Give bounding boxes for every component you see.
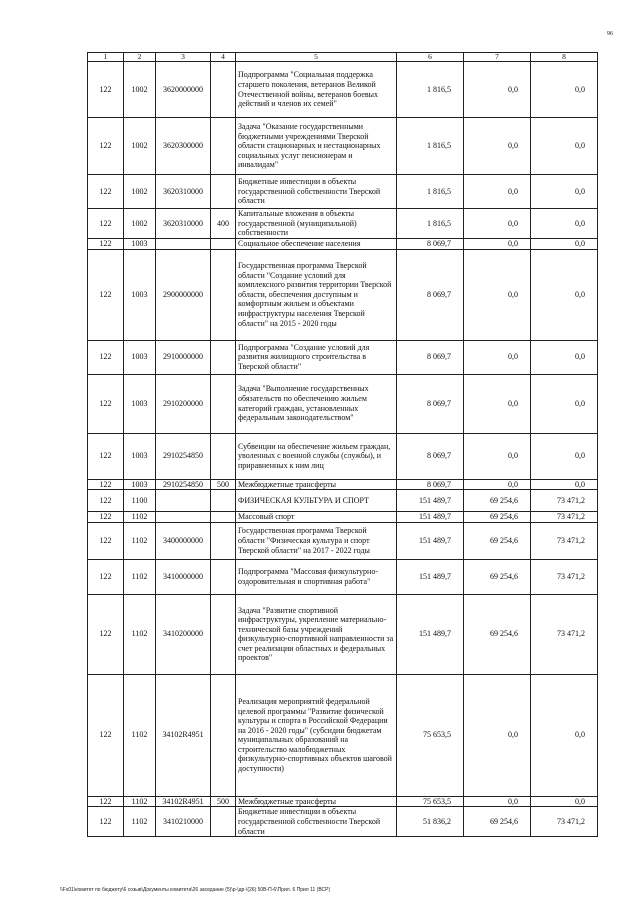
cell-amount-col7: 0,0 [464, 433, 531, 479]
cell-amount-col7: 0,0 [464, 796, 531, 807]
cell-amount-col7: 69 254,6 [464, 522, 531, 559]
cell-description: Капитальные вложения в объекты государственной (муниципальной) собственности [236, 209, 397, 239]
table-row [88, 62, 598, 118]
cell-target-article: 2910254850 [156, 479, 211, 490]
cell-target-article: 2910200000 [156, 374, 211, 433]
cell-amount-col8: 73 471,2 [531, 559, 598, 594]
table-row [88, 796, 598, 807]
cell-target-article: 3400000000 [156, 522, 211, 559]
cell-section-code: 1002 [124, 118, 156, 175]
cell-admin-code: 122 [88, 239, 124, 250]
cell-amount-col8: 0,0 [531, 62, 598, 118]
cell-expense-type: 400 [211, 209, 236, 239]
cell-target-article: 2910254850 [156, 433, 211, 479]
cell-target-article: 3620000000 [156, 62, 211, 118]
cell-description: Задача "Оказание государственными бюджетными учреждениями Тверской области стационарных и нестационарных социальных услуг пенсионерам и инвалидам" [236, 118, 397, 175]
cell-amount-col7: 0,0 [464, 674, 531, 796]
cell-amount-col8: 0,0 [531, 239, 598, 250]
cell-section-code: 1102 [124, 674, 156, 796]
cell-expense-type [211, 374, 236, 433]
cell-expense-type [211, 239, 236, 250]
cell-amount-col7: 69 254,6 [464, 559, 531, 594]
cell-amount-col8: 73 471,2 [531, 522, 598, 559]
cell-expense-type [211, 249, 236, 340]
cell-amount-col8: 0,0 [531, 118, 598, 175]
cell-amount-col8: 73 471,2 [531, 594, 598, 674]
cell-admin-code: 122 [88, 796, 124, 807]
cell-amount-col8: 73 471,2 [531, 490, 598, 512]
cell-expense-type: 500 [211, 796, 236, 807]
cell-amount-col6: 151 489,7 [397, 559, 464, 594]
column-header: 2 [124, 53, 156, 62]
cell-section-code: 1102 [124, 559, 156, 594]
cell-amount-col8: 0,0 [531, 340, 598, 374]
cell-description: Реализация мероприятий федеральной целевой программы "Развитие физической культуры и спорта в Российской Федерации на 2016 - 2020 годы" (субсидии бюджетам муниципальных образований на строительство малобюджетных физкультурно-спортивных объектов шаговой доступности) [236, 674, 397, 796]
table-row [88, 559, 598, 594]
cell-amount-col6: 151 489,7 [397, 490, 464, 512]
column-header: 1 [88, 53, 124, 62]
cell-admin-code: 122 [88, 674, 124, 796]
cell-section-code: 1002 [124, 62, 156, 118]
cell-target-article: 34102R4951 [156, 674, 211, 796]
cell-admin-code: 122 [88, 249, 124, 340]
cell-amount-col7: 0,0 [464, 249, 531, 340]
cell-target-article: 3410000000 [156, 559, 211, 594]
cell-expense-type [211, 118, 236, 175]
cell-admin-code: 122 [88, 490, 124, 512]
cell-target-article: 2910000000 [156, 340, 211, 374]
cell-description: Подпрограмма "Создание условий для развития жилищного строительства в Тверской области" [236, 340, 397, 374]
cell-description: Межбюджетные трансферты [236, 479, 397, 490]
cell-target-article [156, 490, 211, 512]
cell-description: Субвенции на обеспечение жильем граждан, уволенных с военной службы (службы), и приравненных к ним лиц [236, 433, 397, 479]
cell-expense-type [211, 512, 236, 523]
cell-section-code: 1002 [124, 209, 156, 239]
cell-admin-code: 122 [88, 512, 124, 523]
cell-amount-col6: 8 069,7 [397, 239, 464, 250]
cell-amount-col8: 0,0 [531, 175, 598, 209]
cell-admin-code: 122 [88, 433, 124, 479]
cell-amount-col8: 73 471,2 [531, 512, 598, 523]
cell-section-code: 1102 [124, 594, 156, 674]
cell-expense-type [211, 340, 236, 374]
cell-section-code: 1102 [124, 807, 156, 837]
budget-table [87, 52, 598, 837]
table-row [88, 118, 598, 175]
cell-amount-col7: 0,0 [464, 175, 531, 209]
cell-admin-code: 122 [88, 479, 124, 490]
cell-amount-col6: 8 069,7 [397, 340, 464, 374]
cell-amount-col6: 8 069,7 [397, 249, 464, 340]
cell-expense-type [211, 674, 236, 796]
cell-section-code: 1003 [124, 433, 156, 479]
cell-expense-type [211, 490, 236, 512]
cell-target-article: 3410200000 [156, 594, 211, 674]
column-header: 6 [397, 53, 464, 62]
column-header: 4 [211, 53, 236, 62]
cell-amount-col8: 0,0 [531, 433, 598, 479]
cell-amount-col7: 0,0 [464, 239, 531, 250]
cell-amount-col6: 8 069,7 [397, 374, 464, 433]
cell-amount-col6: 151 489,7 [397, 594, 464, 674]
cell-description: Государственная программа Тверской области "Создание условий для комплексного развития территории Тверской области, обеспечения доступным и комфортным жильем и объектами инфраструктуры населения Тверской области" на 2015 - 2020 годы [236, 249, 397, 340]
cell-amount-col6: 51 836,2 [397, 807, 464, 837]
cell-description: Массовый спорт [236, 512, 397, 523]
table-row [88, 807, 598, 837]
cell-admin-code: 122 [88, 340, 124, 374]
cell-amount-col6: 151 489,7 [397, 522, 464, 559]
cell-amount-col6: 1 816,5 [397, 209, 464, 239]
cell-admin-code: 122 [88, 807, 124, 837]
cell-description: Бюджетные инвестиции в объекты государственной собственности Тверской области [236, 175, 397, 209]
cell-admin-code: 122 [88, 118, 124, 175]
cell-admin-code: 122 [88, 62, 124, 118]
cell-description: ФИЗИЧЕСКАЯ КУЛЬТУРА И СПОРТ [236, 490, 397, 512]
cell-description: Подпрограмма "Массовая физкультурно-оздоровительная и спортивная работа" [236, 559, 397, 594]
cell-amount-col6: 151 489,7 [397, 512, 464, 523]
cell-admin-code: 122 [88, 559, 124, 594]
cell-admin-code: 122 [88, 175, 124, 209]
cell-amount-col8: 0,0 [531, 374, 598, 433]
table-row [88, 239, 598, 250]
cell-expense-type [211, 522, 236, 559]
cell-amount-col6: 75 653,5 [397, 796, 464, 807]
cell-admin-code: 122 [88, 522, 124, 559]
table-row [88, 175, 598, 209]
cell-section-code: 1003 [124, 374, 156, 433]
cell-amount-col6: 8 069,7 [397, 433, 464, 479]
cell-section-code: 1002 [124, 175, 156, 209]
column-header: 8 [531, 53, 598, 62]
cell-admin-code: 122 [88, 209, 124, 239]
table-row [88, 340, 598, 374]
table-row [88, 374, 598, 433]
cell-target-article: 3410210000 [156, 807, 211, 837]
cell-section-code: 1003 [124, 340, 156, 374]
cell-amount-col7: 0,0 [464, 62, 531, 118]
table-row [88, 522, 598, 559]
cell-amount-col6: 1 816,5 [397, 62, 464, 118]
cell-target-article [156, 512, 211, 523]
cell-description: Бюджетные инвестиции в объекты государственной собственности Тверской области [236, 807, 397, 837]
cell-expense-type: 500 [211, 479, 236, 490]
cell-amount-col6: 8 069,7 [397, 479, 464, 490]
cell-amount-col8: 73 471,2 [531, 807, 598, 837]
cell-amount-col6: 75 653,5 [397, 674, 464, 796]
cell-amount-col6: 1 816,5 [397, 175, 464, 209]
column-header: 7 [464, 53, 531, 62]
cell-amount-col8: 0,0 [531, 479, 598, 490]
cell-admin-code: 122 [88, 594, 124, 674]
cell-amount-col6: 1 816,5 [397, 118, 464, 175]
cell-amount-col7: 69 254,6 [464, 594, 531, 674]
column-header: 3 [156, 53, 211, 62]
cell-expense-type [211, 594, 236, 674]
cell-admin-code: 122 [88, 374, 124, 433]
cell-target-article: 3620300000 [156, 118, 211, 175]
cell-expense-type [211, 807, 236, 837]
cell-section-code: 1003 [124, 249, 156, 340]
cell-expense-type [211, 559, 236, 594]
cell-amount-col7: 0,0 [464, 479, 531, 490]
cell-amount-col8: 0,0 [531, 796, 598, 807]
cell-section-code: 1102 [124, 796, 156, 807]
cell-section-code: 1003 [124, 239, 156, 250]
cell-amount-col7: 0,0 [464, 374, 531, 433]
cell-expense-type [211, 175, 236, 209]
cell-target-article [156, 239, 211, 250]
cell-section-code: 1102 [124, 522, 156, 559]
cell-description: Задача "Развитие спортивной инфраструктуры, укрепление материально-технической базы учреждений физкультурно-спортивной направленности за счет реализации областных и федеральных проектов" [236, 594, 397, 674]
cell-amount-col7: 0,0 [464, 340, 531, 374]
cell-section-code: 1102 [124, 512, 156, 523]
cell-amount-col7: 0,0 [464, 118, 531, 175]
table-row [88, 209, 598, 239]
cell-amount-col7: 69 254,6 [464, 490, 531, 512]
cell-description: Подпрограмма "Социальная поддержка старшего поколения, ветеранов Великой Отечественной войны, ветеранов боевых действий и членов их семей" [236, 62, 397, 118]
cell-expense-type [211, 433, 236, 479]
cell-amount-col8: 0,0 [531, 249, 598, 340]
cell-description: Межбюджетные трансферты [236, 796, 397, 807]
table-row [88, 512, 598, 523]
cell-amount-col7: 69 254,6 [464, 807, 531, 837]
cell-target-article: 34102R4951 [156, 796, 211, 807]
table-row [88, 249, 598, 340]
cell-amount-col7: 69 254,6 [464, 512, 531, 523]
cell-target-article: 2900000000 [156, 249, 211, 340]
cell-expense-type [211, 62, 236, 118]
file-path-footer: \\Fs01\комитет по бюджету\6 созыв\Документы комитета\26 заседание (5)\р-\др-\(26) 50В-П-6\Прил. 6 Прил 11 (ВСР) [60, 887, 331, 893]
column-header: 5 [236, 53, 397, 62]
cell-amount-col7: 0,0 [464, 209, 531, 239]
cell-amount-col8: 0,0 [531, 674, 598, 796]
page-number: 96 [607, 31, 613, 37]
cell-description: Социальное обеспечение населения [236, 239, 397, 250]
cell-target-article: 3620310000 [156, 175, 211, 209]
cell-amount-col8: 0,0 [531, 209, 598, 239]
table-row [88, 594, 598, 674]
cell-section-code: 1100 [124, 490, 156, 512]
table-header-row [88, 53, 598, 62]
cell-description: Государственная программа Тверской области "Физическая культура и спорт Тверской области" на 2017 - 2022 годы [236, 522, 397, 559]
table-row [88, 433, 598, 479]
table-row [88, 490, 598, 512]
cell-description: Задача "Выполнение государственных обязательств по обеспечению жильем категорий граждан, установленных федеральным законодательством" [236, 374, 397, 433]
table-row [88, 674, 598, 796]
cell-target-article: 3620310000 [156, 209, 211, 239]
table-row [88, 479, 598, 490]
cell-section-code: 1003 [124, 479, 156, 490]
